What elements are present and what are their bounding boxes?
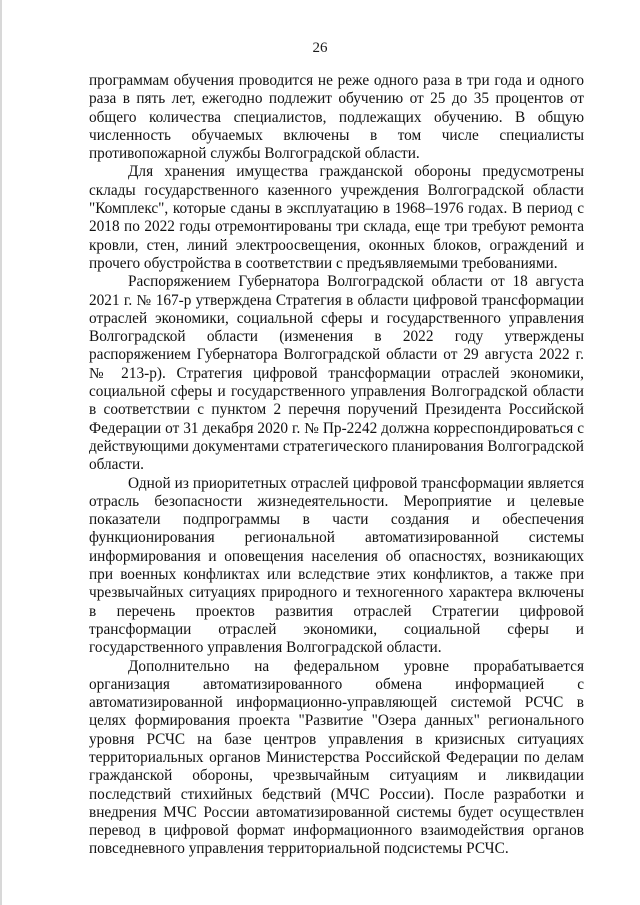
document-body xyxy=(89,72,584,859)
paragraph-priority: Одной из приоритетных отраслей цифровой трансформации является отрасль безопасности жизнедеятельности. Мероприятие и целевые показатели подпрограммы в части создания и обеспечения функционирования региональной автоматизированной системы информирования и оповещения населения об опасностях, возникающих при военных конфликтах или вследствие этих конфликтов, а также при чрезвычайных ситуациях природного и техногенного характера включены в перечень проектов развития отраслей Стратегии цифровой трансформации отраслей экономики, социальной сферы и государственного управления Волгоградской области. xyxy=(89,474,584,657)
paragraph-strategy: Распоряжением Губернатора Волгоградской области от 18 августа 2021 г. № 167-р утверждена Стратегия в области цифровой трансформации отраслей экономики, социальной сферы и государственного управления Волгоградской области (изменения в 2022 году утверждены распоряжением Губернатора Волгоградской области от 29 августа 2022 г. № 213-р). Стратегия цифровой трансформации отраслей экономики, социальной сферы и государственного управления Волгоградской области в соответствии с пунктом 2 перечня поручений Президента Российской Федерации от 31 декабря 2020 г. № Пр-2242 должна корреспондироваться с действующими документами стратегического планирования Волгоградской области. xyxy=(89,273,584,474)
page-number: 26 xyxy=(312,40,328,56)
paragraph-continuation: программам обучения проводится не реже одного раза в три года и одного раза в пять лет, ежегодно подлежит обучению от 25 до 35 процентов от общего количества специалистов, подлежащих обучению. В общую численность обучаемых включены в том числе специалисты противопожарной службы Волгоградской области. xyxy=(89,72,584,163)
scan-edge xyxy=(0,0,2,905)
paragraph-storage: Для хранения имущества гражданской обороны предусмотрены склады государственного казенного учреждения Волгоградской области "Комплекс", которые сданы в эксплуатацию в 1968–1976 годах. В период с 2018 по 2022 годы отремонтированы три склада, еще три требуют ремонта кровли, стен, линий электроосвещения, оконных блоков, ограждений и прочего обустройства в соответствии с предъявляемыми требованиями. xyxy=(89,163,584,272)
paragraph-federal: Дополнительно на федеральном уровне прорабатывается организация автоматизированного обмена информацией с автоматизированной информационно-управляющей системой РСЧС в целях формирования проекта "Развитие "Озера данных" регионального уровня РСЧС на базе центров управления в кризисных ситуациях территориальных органов Министерства Российской Федерации по делам гражданской обороны, чрезвычайным ситуациям и ликвидации последствий стихийных бедствий (МЧС России). После разработки и внедрения МЧС России автоматизированной системы будет осуществлен перевод в цифровой формат информационного взаимодействия органов повседневного управления территориальной подсистемы РСЧС. xyxy=(89,657,584,858)
